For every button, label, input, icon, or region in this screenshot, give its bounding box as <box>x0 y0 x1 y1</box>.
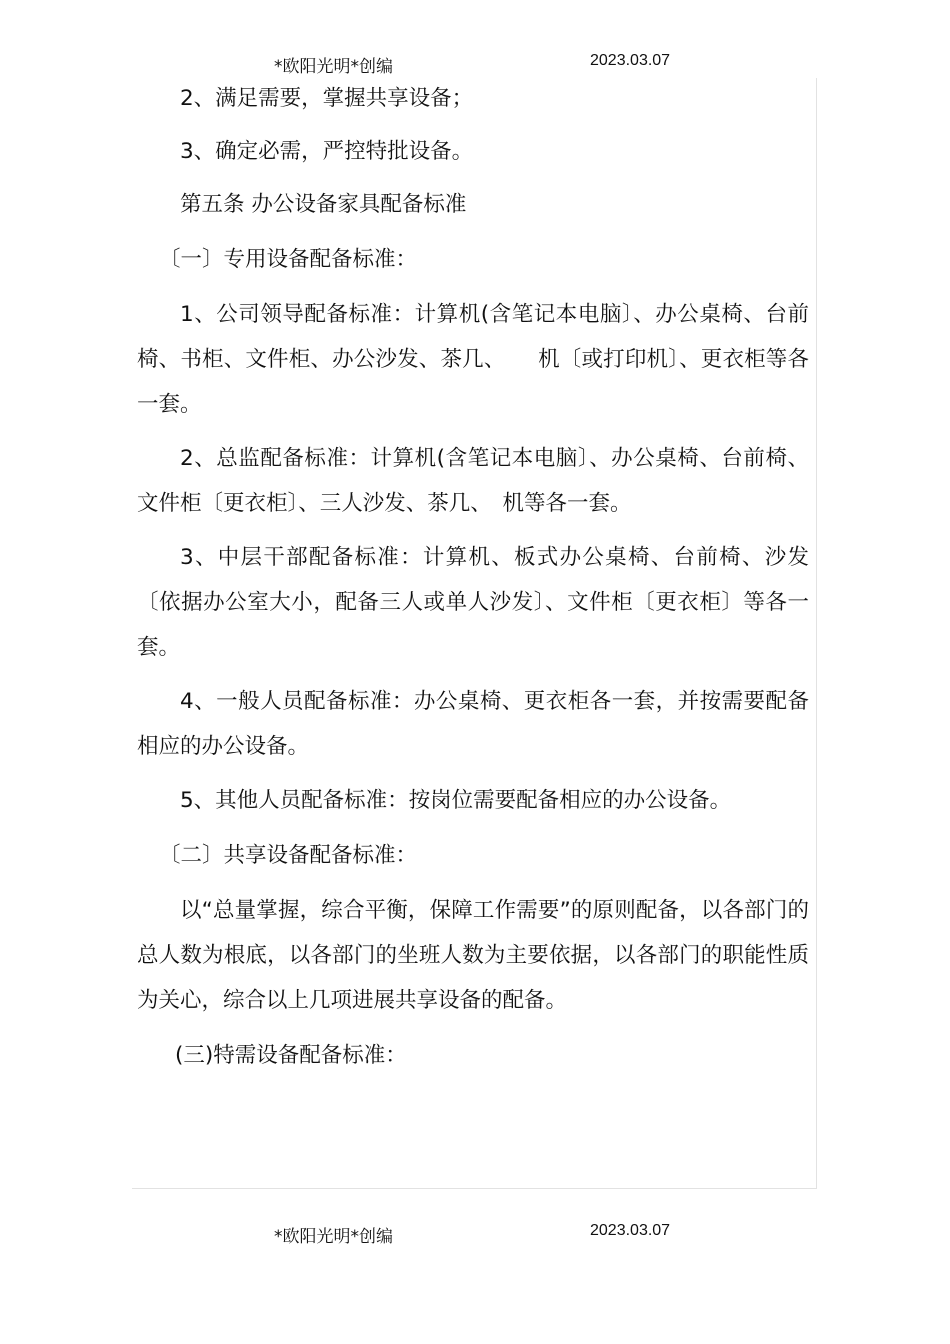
paragraph-general-staff-standard: 4、一般人员配备标准：办公桌椅、更衣柜各一套，并按需要配备相应的办公设备。 <box>137 689 809 759</box>
page-header <box>0 52 950 76</box>
paragraph-director-standard: 2、总监配备标准：计算机(含笔记本电脑〕、办公桌椅、台前椅、文件柜〔更衣柜〕、三人沙发、茶几、 机等各一套。 <box>137 446 809 516</box>
paragraph-item-3: 3、确定必需，严控特批设备。 <box>180 139 474 164</box>
page-footer <box>0 1222 950 1246</box>
section-one-heading: 〔一〕专用设备配备标准： <box>159 247 418 272</box>
paragraph-item-2: 2、满足需要，掌握共享设备； <box>180 86 474 111</box>
document-body <box>137 76 809 1087</box>
paragraph-shared-equipment: 以“总量掌握，综合平衡，保障工作需要”的原则配备，以各部门的总人数为根底，以各部门的坐班人数为主要依据，以各部门的职能性质为关心，综合以上几项进展共享设备的配备。 <box>137 898 809 1013</box>
section-three-heading: (三)特需设备配备标准： <box>175 1043 407 1068</box>
page-frame-bottom-border <box>132 1188 817 1189</box>
footer-author: *欧阳光明*创编 <box>274 1227 393 1247</box>
footer-date: 2023.03.07 <box>590 1222 671 1239</box>
section-two-heading: 〔二〕共享设备配备标准： <box>159 843 418 868</box>
paragraph-other-staff-standard: 5、其他人员配备标准：按岗位需要配备相应的办公设备。 <box>180 788 732 813</box>
header-author: *欧阳光明*创编 <box>274 57 393 77</box>
article-five-heading: 第五条 办公设备家具配备标准 <box>180 192 467 217</box>
header-date: 2023.03.07 <box>590 52 671 69</box>
paragraph-leader-standard: 1、公司领导配备标准：计算机(含笔记本电脑〕、办公桌椅、台前椅、书柜、文件柜、办公沙发、茶几、 机〔或打印机〕、更衣柜等各一套。 <box>137 302 809 417</box>
paragraph-middle-manager-standard: 3、中层干部配备标准：计算机、板式办公桌椅、台前椅、沙发〔依据办公室大小，配备三人或单人沙发〕、文件柜〔更衣柜〕等各一套。 <box>137 545 809 660</box>
page-frame-right-border <box>816 78 817 1188</box>
